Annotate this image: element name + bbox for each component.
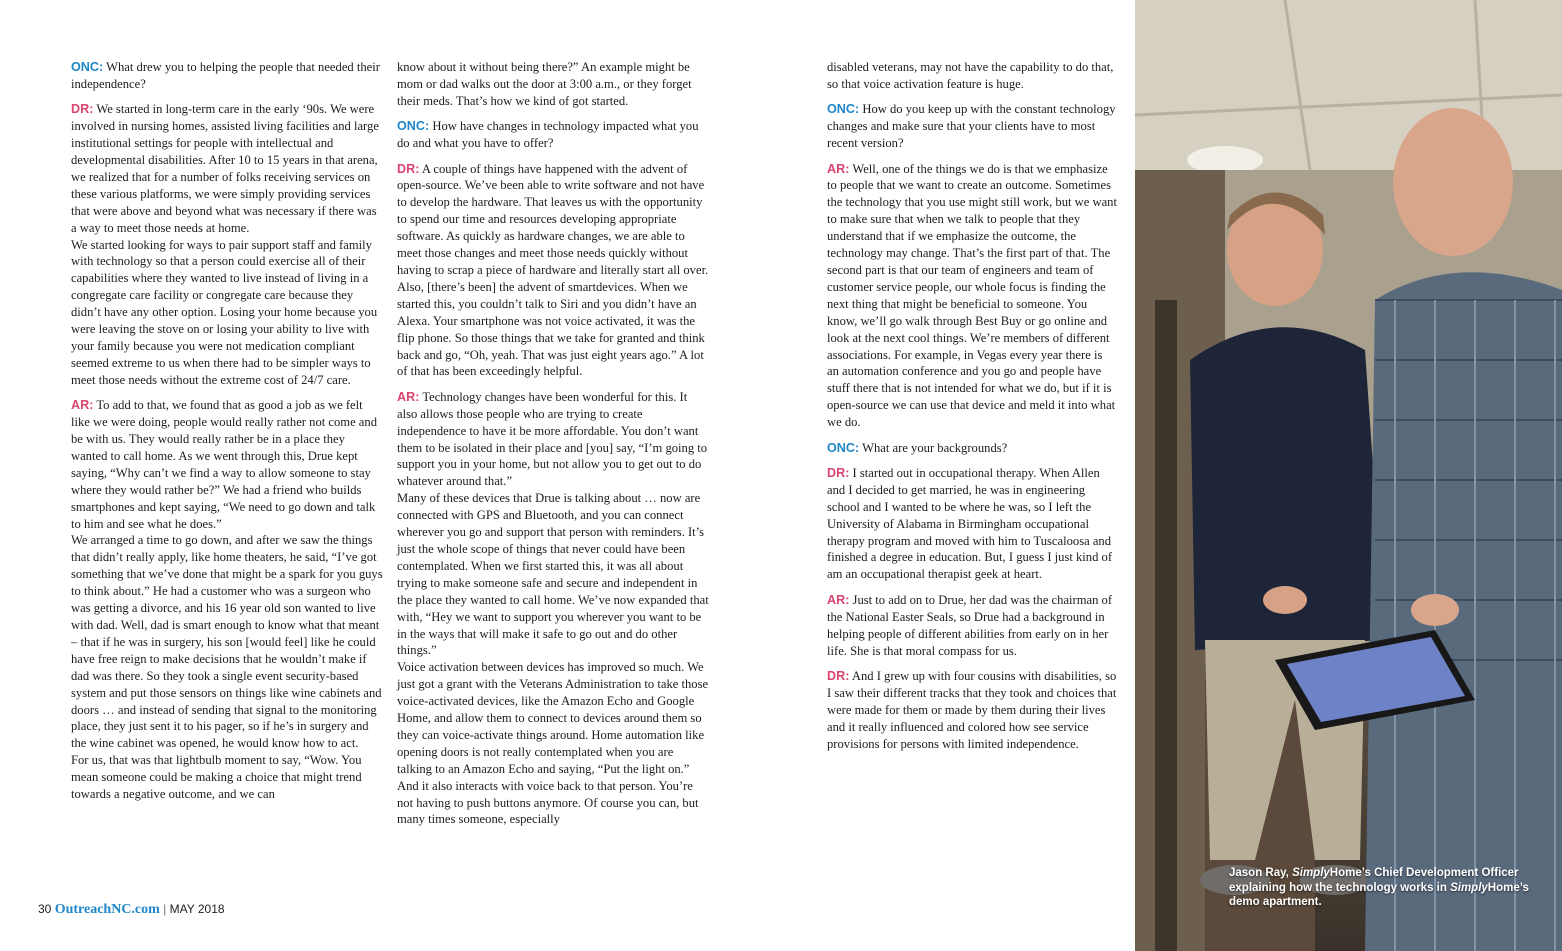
speaker-label: DR: — [827, 465, 850, 480]
person-head — [1393, 108, 1513, 256]
footer-separator: | — [163, 902, 167, 916]
paragraph — [827, 59, 1117, 93]
paragraph-text: For us, that was that lightbulb moment to say, “Wow. You mean someone could be making a choice that might trend towards a negative outcome, and we can — [71, 753, 362, 802]
hand — [1263, 586, 1307, 614]
speaker-label: ONC: — [827, 440, 860, 455]
paragraph-text: Voice activation between devices has improved so much. We just got a grant with the Veterans Administration to take those voice-activated devices, like the Amazon Echo and Google Home, and allow them to connect to devices around them so they can voice-activate things around. Home automation like opening doors is not really contemplated when you are talking to an Amazon Echo and saying, “Put the light on.” And it also interacts with voice back to that person. You’re not having to push buttons anymore. Of course you can, but many times someone, especially — [397, 660, 709, 827]
paragraph — [71, 397, 383, 532]
speaker-label: DR: — [397, 161, 420, 176]
paragraph-text: Technology changes have been wonderful for this. It also allows those people who are trying to create independence to have it be more affordable. You don’t want them to be isolated in their place and [you] say, “I’m going to support you in your home, but not allow you to get out to do whatever around that.” — [397, 389, 708, 489]
paragraph — [397, 389, 709, 490]
speaker-label: DR: — [71, 102, 94, 117]
paragraph — [397, 161, 709, 279]
paragraph — [827, 668, 1117, 753]
paragraph-text: How have changes in technology impacted what you do and what you have to offer? — [397, 119, 699, 151]
paragraph-text: And I grew up with four cousins with disabilities, so I saw their different tracks that they took and choices that were made for them or made by them during their lives and it really influenced and colored how see service provisions for persons with limited independence. — [827, 668, 1117, 751]
paragraph-text: Well, one of the things we do is that we emphasize to people that we want to create an outcome. Sometimes the technology that you use might still work, but we want to make sure that when we talk to people that they understand that if we emphasize the outcome, the technology may change. That’s the first part of that. The second part is that our team of engineers and team of customer service people, our whole focus is finding the next thing that might be beneficial to someone. You know, we’ll go walk through Best Buy or go online and look at the next cool things. We’re members of different associations. For example, in Vegas every year there is an automation conference and you go and people have stuff there that is not intended for what we do, but if it is open-source we can use that device and meld it into what we do. — [827, 161, 1117, 430]
paragraph-text: Just to add on to Drue, her dad was the chairman of the National Easter Seals, so Drue had a background in helping people of different abilities from early on in her life. She is that moral compass for us. — [827, 592, 1113, 658]
paragraph-text: Many of these devices that Drue is talking about … now are connected with GPS and Bluetooth, and you can connect wherever you go and support that person with reminders. It’s just the whole scope of things that never could have been contemplated. When we first started this, it was all about trying to make someone safe and secure and independent in the place they wanted to call home. We’ve now expanded that with, “Hey we want to support you wherever you want to be in the ways that will make it safe to go out and do other things.” — [397, 491, 709, 658]
article-column-2 — [397, 59, 709, 837]
speaker-label: ONC: — [827, 102, 860, 117]
paragraph-text: What drew you to helping the people that needed their independence? — [71, 60, 380, 91]
paragraph — [397, 659, 709, 828]
paragraph — [397, 118, 709, 152]
paragraph — [397, 59, 709, 110]
photo-illustration — [1135, 0, 1562, 951]
paragraph-text: We arranged a time to go down, and after we saw the things that didn’t really apply, like home theaters, he said, “I’ve got something that we’ve done that might be a spark for you guys to think about.” He had a customer who was a surgeon who was getting a divorce, and his 16 year old son wanted to live with dad. Well, dad is smart enough to know what that meant – that if he was in surgery, his son [would feel] like he could have free reign to make decisions that he wouldn’t make if dad was there. So they took a single event security-based system and put those sensors on things like wine cabinets and doors … and instead of sending that signal to the monitoring place, they just sent it to his pager, so if he’s in surgery and the wine cabinet was opened, he would know how to act. — [71, 533, 383, 751]
article-photo — [1135, 0, 1562, 951]
speaker-label: AR: — [827, 592, 850, 607]
paragraph — [827, 592, 1117, 660]
speaker-label: AR: — [71, 398, 94, 413]
paragraph-text: To add to that, we found that as good a job as we felt like we were doing, people would really rather not come and be with us. They would really rather be in a place they wanted to call home. As we went through this, Drue kept saying, “Why can’t we find a way to allow someone to stay where they would rather be?” We had a friend who builds smartphones and kept saying, “We need to go down and talk to him and see what he does.” — [71, 398, 377, 531]
paragraph-text: We started in long-term care in the early ‘90s. We were involved in nursing homes, assisted living facilities and large institutional settings for people with intellectual and developmental disabilities. After 10 to 15 years in that arena, we realized that for a number of folks receiving services on these various platforms, we were simply providing services that were above and beyond what was necessary if there was a way to meet those needs at home. — [71, 102, 379, 235]
paragraph-text: What are your backgrounds? — [862, 440, 1008, 455]
photo-caption: Jason Ray, SimplyHome’s Chief Development Officer explaining how the technology works in SimplyHome’s demo apartment. — [1229, 867, 1529, 909]
paragraph — [397, 279, 709, 380]
speaker-label: AR: — [827, 161, 850, 176]
paragraph — [827, 465, 1117, 583]
ceiling-light — [1187, 146, 1263, 174]
paragraph — [71, 59, 383, 93]
paragraph — [827, 101, 1117, 152]
paragraph — [71, 532, 383, 752]
hand — [1411, 594, 1459, 626]
paragraph-text: How do you keep up with the constant technology changes and make sure that your clients have to most recent version? — [827, 102, 1116, 151]
paragraph-text: I started out in occupational therapy. When Allen and I decided to get married, he was in engineering school and I wanted to be where he was, so I left the University of Alabama in Birmingham occupational therapy program and moved with him to Tuscaloosa and finished a degree in education. But, I guess I just kind of am an occupational therapist geek at heart. — [827, 465, 1113, 582]
paragraph-text: disabled veterans, may not have the capability to do that, so that voice activation feature is huge. — [827, 60, 1114, 91]
speaker-label: ONC: — [71, 60, 104, 74]
paragraph-text: Also, [there’s been] the advent of smartdevices. When we started this, you couldn’t talk to Siri and you didn’t have an Alexa. Your smartphone was not voice activated, it was the flip phone. So those things that we take for granted and think back and go, “Oh, yeah. That was just eight years ago.” A lot of that has been exceedingly helpful. — [397, 279, 705, 379]
article-column-3 — [827, 59, 1117, 761]
paragraph — [71, 101, 383, 236]
page-number: 30 — [38, 902, 52, 916]
speaker-label: ONC: — [397, 119, 430, 134]
paragraph — [827, 440, 1117, 457]
paragraph-text: A couple of things have happened with the advent of open-source. We’ve been able to write software and not have to develop the hardware. That leaves us with the opportunity to spend our time and resources developing appropriate software. As quickly as hardware changes, we are able to meet those changes and meet those needs quickly without having to scrap a piece of hardware and literally start all over. — [397, 161, 709, 277]
paragraph-text: know about it without being there?” An example might be mom or dad walks out the door at 3:00 a.m., or they forget their meds. That’s how we kind of got started. — [397, 60, 692, 108]
speaker-label: DR: — [827, 668, 850, 683]
paragraph-text: We started looking for ways to pair support staff and family with technology so that a person could exercise all of their capabilities where they wanted to live instead of living in a congregate care facility or congregate care because they didn’t have any other option. Losing your home because you were leaving the stove on or losing your ability to live with your family because you were not medication compliant seemed extreme to us when there had to be simpler ways to meet those needs without the extreme cost of 24/7 care. — [71, 237, 378, 387]
door-edge — [1155, 300, 1177, 951]
article-column-1 — [71, 59, 383, 811]
paragraph — [71, 752, 383, 803]
paragraph — [71, 237, 383, 389]
page-footer — [38, 902, 225, 918]
publication-name: OutreachNC.com — [54, 902, 160, 917]
paragraph — [397, 490, 709, 659]
issue-date: MAY 2018 — [169, 902, 225, 916]
speaker-label: AR: — [397, 389, 420, 404]
paragraph — [827, 161, 1117, 432]
